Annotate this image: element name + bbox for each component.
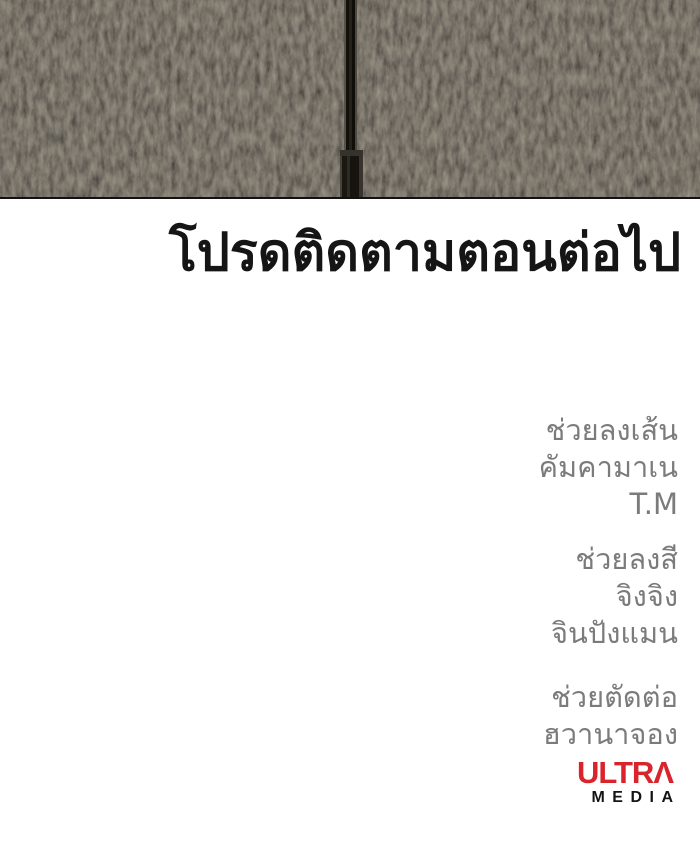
credit-name: จิงจิง	[615, 579, 678, 613]
credit-name: ฮวานาจอง	[543, 717, 678, 751]
credits-section-coloring	[551, 541, 678, 652]
episode-next-title: โปรดติดตามตอนต่อไป	[168, 223, 681, 283]
credit-name: คัมคามาเน	[538, 450, 678, 484]
credits-section-lineart	[539, 412, 678, 523]
credit-role-label: ช่วยลงเส้น	[545, 413, 678, 447]
credits-section-editing	[543, 679, 678, 753]
logo-subtext: MEDIA	[591, 789, 681, 806]
credit-role-label: ช่วยตัดต่อ	[551, 680, 678, 714]
logo-wordmark: ULTRΛ	[576, 755, 673, 790]
crowd-artwork	[0, 0, 700, 199]
ultra-media-logo	[576, 755, 681, 806]
credit-name: จินปังแมน	[550, 616, 678, 650]
credit-role-label: ช่วยลงสี	[575, 542, 678, 576]
divider-pole-lower	[340, 150, 363, 199]
divider-pole-upper	[344, 0, 357, 152]
credit-name: T.M	[629, 487, 678, 521]
